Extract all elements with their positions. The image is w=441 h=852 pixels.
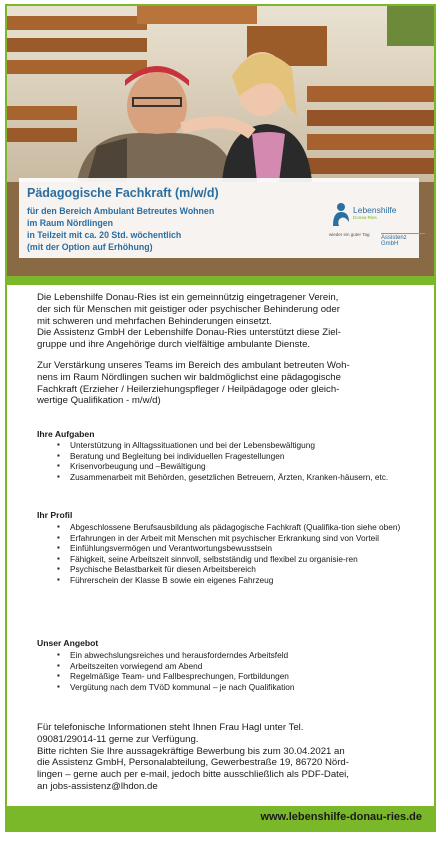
list-item: ▪ Zusammenarbeit mit Behörden, gesetzlichen Betreuern, Ärzten, Kranken-häusern, etc.	[37, 472, 417, 483]
list-item: ▪ Beratung und Begleitung bei individuellen Fragestellungen	[37, 451, 417, 462]
list-item: ▪ Arbeitszeiten vorwiegend am Abend	[37, 661, 417, 672]
list-item: ▪ Einfühlungsvermögen und Verantwortungsbewusstsein	[37, 543, 417, 554]
subtitle-line-2: im Raum Nördlingen	[27, 218, 114, 228]
job-title: Pädagogische Fachkraft (m/w/d)	[27, 186, 219, 200]
list-item: ▪ Vergütung nach dem TVöD kommunal – je nach Qualifikation	[37, 682, 417, 693]
logo-gmbh: Assistenz GmbH	[381, 233, 425, 247]
subtitle-line-4: (mit der Option auf Erhöhung)	[27, 242, 153, 252]
intro-line: Die Lebenshilfe Donau-Ries ist ein gemeinnützig eingetragener Verein,	[37, 292, 339, 303]
list-item: ▪ Fähigkeit, seine Arbeitszeit sinnvoll, selbstständig und flexibel zu organisie-ren	[37, 554, 417, 565]
contact-line: Für telefonische Informationen steht Ihnen Frau Hagl unter Tel.	[37, 722, 304, 733]
list-item: ▪ Ein abwechslungsreiches und herausforderndes Arbeitsfeld	[37, 650, 417, 661]
list-item: ▪ Unterstützung in Alltagssituationen und bei der Lebensbewältigung	[37, 440, 417, 451]
logo-sub: Donau-Ries	[353, 215, 377, 220]
search-line: nens im Raum Nördlingen suchen wir baldmöglichst eine pädagogische	[37, 371, 341, 383]
intro-line: gruppe und ihre Angehörige durch vielfältige ambulante Dienste.	[37, 339, 311, 351]
lebenshilfe-logo	[329, 200, 425, 248]
subtitle-line-1: für den Bereich Ambulant Betreutes Wohnen	[27, 206, 215, 216]
aufgaben-heading: Ihre Aufgaben	[37, 429, 95, 439]
logo-name: Lebenshilfe	[353, 205, 397, 215]
search-line: wertige Qualifikation - m/w/d)	[37, 395, 161, 407]
lebenshilfe-logo-icon	[331, 202, 351, 228]
list-item: ▪ Führerschein der Klasse B sowie ein eigenes Fahrzeug	[37, 575, 417, 586]
intro-line: der sich für Menschen mit geistiger oder psychischer Behinderung oder	[37, 303, 340, 315]
logo-tagline: wieder ein guter Tag	[329, 232, 370, 237]
angebot-list	[37, 650, 417, 692]
intro-line: Die Assistenz GmbH der Lebenshilfe Donau-Ries unterstützt diese Ziel-	[37, 327, 341, 339]
subtitle-line-3: in Teilzeit mit ca. 20 Std. wöchentlich	[27, 230, 182, 240]
footer-bar	[7, 806, 434, 830]
search-line: Fachkraft (Erzieher / Heilerziehungspfleger / Heilpädagoge oder gleich-	[37, 383, 340, 395]
job-ad-frame	[5, 4, 436, 832]
search-paragraph	[37, 360, 421, 407]
list-item: ▪ Abgeschlossene Berufsausbildung als pädagogische Fachkraft (Qualifika-tion siehe oben)	[37, 522, 417, 533]
intro-line: mit schweren und mehrfachen Behinderungen einsetzt.	[37, 315, 272, 327]
contact-line: lingen – gerne auch per e-mail, jedoch bitte ausschließlich als PDF-Datei,	[37, 769, 349, 781]
profil-list	[37, 522, 417, 586]
contact-email: an jobs-assistenz@lhdon.de	[37, 780, 158, 792]
search-line: Zur Verstärkung unseres Teams im Bereich des ambulant betreuten Woh-	[37, 360, 350, 371]
list-item: ▪ Krisenvorbeugung und –Bewältigung	[37, 461, 417, 472]
contact-line: 09081/29014-11 gerne zur Verfügung.	[37, 733, 199, 745]
website-link[interactable]: www.lebenshilfe-donau-ries.de	[260, 811, 422, 823]
green-stripe	[7, 276, 434, 285]
angebot-heading: Unser Angebot	[37, 638, 99, 648]
contact-paragraph	[37, 722, 421, 793]
profil-heading: Ihr Profil	[37, 510, 73, 520]
list-item: ▪ Psychische Belastbarkeit für diesen Arbeitsbereich	[37, 564, 417, 575]
contact-line: die Assistenz GmbH, Personalabteilung, Gewerbestraße 19, 86720 Nörd-	[37, 757, 349, 769]
list-item: ▪ Erfahrungen in der Arbeit mit Menschen mit psychischer Erkrankung sind von Vorteil	[37, 533, 417, 544]
contact-line: Bitte richten Sie Ihre aussagekräftige Bewerbung bis zum 30.04.2021 an	[37, 745, 345, 757]
intro-paragraph	[37, 292, 421, 351]
list-item: ▪ Regelmäßige Team- und Fallbesprechungen, Fortbildungen	[37, 671, 417, 682]
aufgaben-list	[37, 440, 417, 482]
